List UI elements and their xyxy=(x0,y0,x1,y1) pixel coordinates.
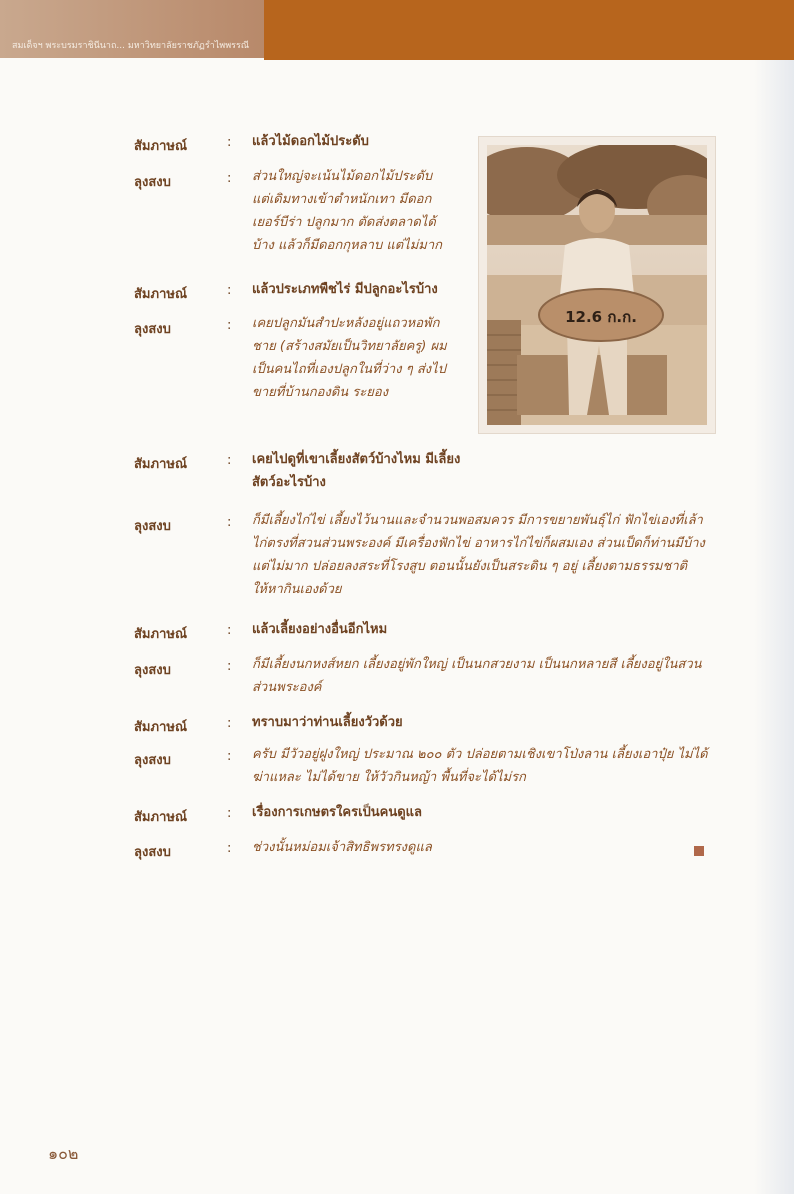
separator-colon: : xyxy=(227,841,232,856)
question-text: ทราบมาว่าท่านเลี้ยงวัวด้วย xyxy=(252,715,403,730)
page-number: ๑๐๒ xyxy=(48,1144,79,1163)
speaker-lung-sangob: ลุงสงบ xyxy=(134,845,171,860)
header-band-right xyxy=(264,0,794,60)
question-text: แล้วประเภทพืชไร่ มีปลูกอะไรบ้าง xyxy=(252,282,438,297)
photo-frame xyxy=(478,136,716,434)
speaker-lung-sangob: ลุงสงบ xyxy=(134,175,171,190)
separator-colon: : xyxy=(227,749,232,764)
header-band-left xyxy=(0,0,264,58)
woman-holding-pumpkin-photo xyxy=(487,145,707,425)
question-text: แล้วไม้ดอกไม้ประดับ xyxy=(252,134,369,149)
separator-colon: : xyxy=(227,659,232,674)
answer-text: ก็มีเลี้ยงไก่ไข่ เลี้ยงไว้นานและจำนวนพอสมควร มีการขยายพันธุ์ไก่ ฟักไข่เองที่เล้าไก่ตรงที่สวนส่วนพระองค์ มีเครื่องฟักไข่ อาหารไก่ไข่ก็ผสมเอง ส่วนเป็ดก็ท่านมีบ้างแต่ไม่มาก ปล่อยลงสระที่โรงสูบ ตอนนั้นยังเป็นสระดิน ๆ อยู่ เลี้ยงตามธรรมชาติ ให้หากินเองด้วย xyxy=(252,513,705,597)
question-text: เรื่องการเกษตรใครเป็นคนดูแล xyxy=(252,805,423,820)
separator-colon: : xyxy=(227,283,232,298)
answer-text: เคยปลูกมันสำปะหลังอยู่แถวหอพักชาย (สร้างสมัยเป็นวิทยาลัยครู) ผมเป็นคนไถที่เองปลูกในที่ว่าง ๆ ส่งไปขายที่บ้านกองดิน ระยอง xyxy=(252,316,447,400)
separator-colon: : xyxy=(227,623,232,638)
pumpkin-sign: 12.6 ก.ก. xyxy=(565,308,637,326)
speaker-interviewer: สัมภาษณ์ xyxy=(134,810,188,825)
speaker-interviewer: สัมภาษณ์ xyxy=(134,720,188,735)
question-text: แล้วเลี้ยงอย่างอื่นอีกไหม xyxy=(252,622,388,637)
answer-text: ช่วงนั้นหม่อมเจ้าสิทธิพรทรงดูแล xyxy=(252,840,432,855)
separator-colon: : xyxy=(227,135,232,150)
separator-colon: : xyxy=(227,318,232,333)
speaker-interviewer: สัมภาษณ์ xyxy=(134,139,188,154)
question-text: เคยไปดูที่เขาเลี้ยงสัตว์บ้างไหม มีเลี้ยงสัตว์อะไรบ้าง xyxy=(252,452,461,490)
answer-text: ครับ มีวัวอยู่ฝูงใหญ่ ประมาณ ๒๐๐ ตัว ปล่อยตามเชิงเขาโป่งลาน เลี้ยงเอาปุ๋ย ไม่ได้ฆ่าแหละ ไม่ได้ขาย ให้วัวกินหญ้า พื้นที่จะได้ไม่รก xyxy=(252,747,708,785)
speaker-interviewer: สัมภาษณ์ xyxy=(134,287,188,302)
end-of-section-square-icon xyxy=(694,846,704,856)
speaker-interviewer: สัมภาษณ์ xyxy=(134,627,188,642)
page-edge-shadow xyxy=(754,60,794,1194)
answer-text: ส่วนใหญ่จะเน้นไม้ดอกไม้ประดับ แต่เดิมทางเข้าตำหนักเทา มีดอกเยอร์บีร่า ปลูกมาก ตัดส่งตลาดได้บ้าง แล้วก็มีดอกกุหลาบ แต่ไม่มาก xyxy=(252,169,442,253)
speaker-lung-sangob: ลุงสงบ xyxy=(134,753,171,768)
running-title: สมเด็จฯ พระบรมราชินีนาถ... มหาวิทยาลัยราชภัฏรำไพพรรณี xyxy=(12,41,250,51)
separator-colon: : xyxy=(227,515,232,530)
separator-colon: : xyxy=(227,716,232,731)
speaker-interviewer: สัมภาษณ์ xyxy=(134,457,188,472)
speaker-lung-sangob: ลุงสงบ xyxy=(134,663,171,678)
separator-colon: : xyxy=(227,806,232,821)
speaker-lung-sangob: ลุงสงบ xyxy=(134,322,171,337)
separator-colon: : xyxy=(227,453,232,468)
separator-colon: : xyxy=(227,171,232,186)
speaker-lung-sangob: ลุงสงบ xyxy=(134,519,171,534)
answer-text: ก็มีเลี้ยงนกหงส์หยก เลี้ยงอยู่พักใหญ่ เป็นนกสวยงาม เป็นนกหลายสี เลี้ยงอยู่ในสวนส่วนพระองค์ xyxy=(252,657,702,695)
